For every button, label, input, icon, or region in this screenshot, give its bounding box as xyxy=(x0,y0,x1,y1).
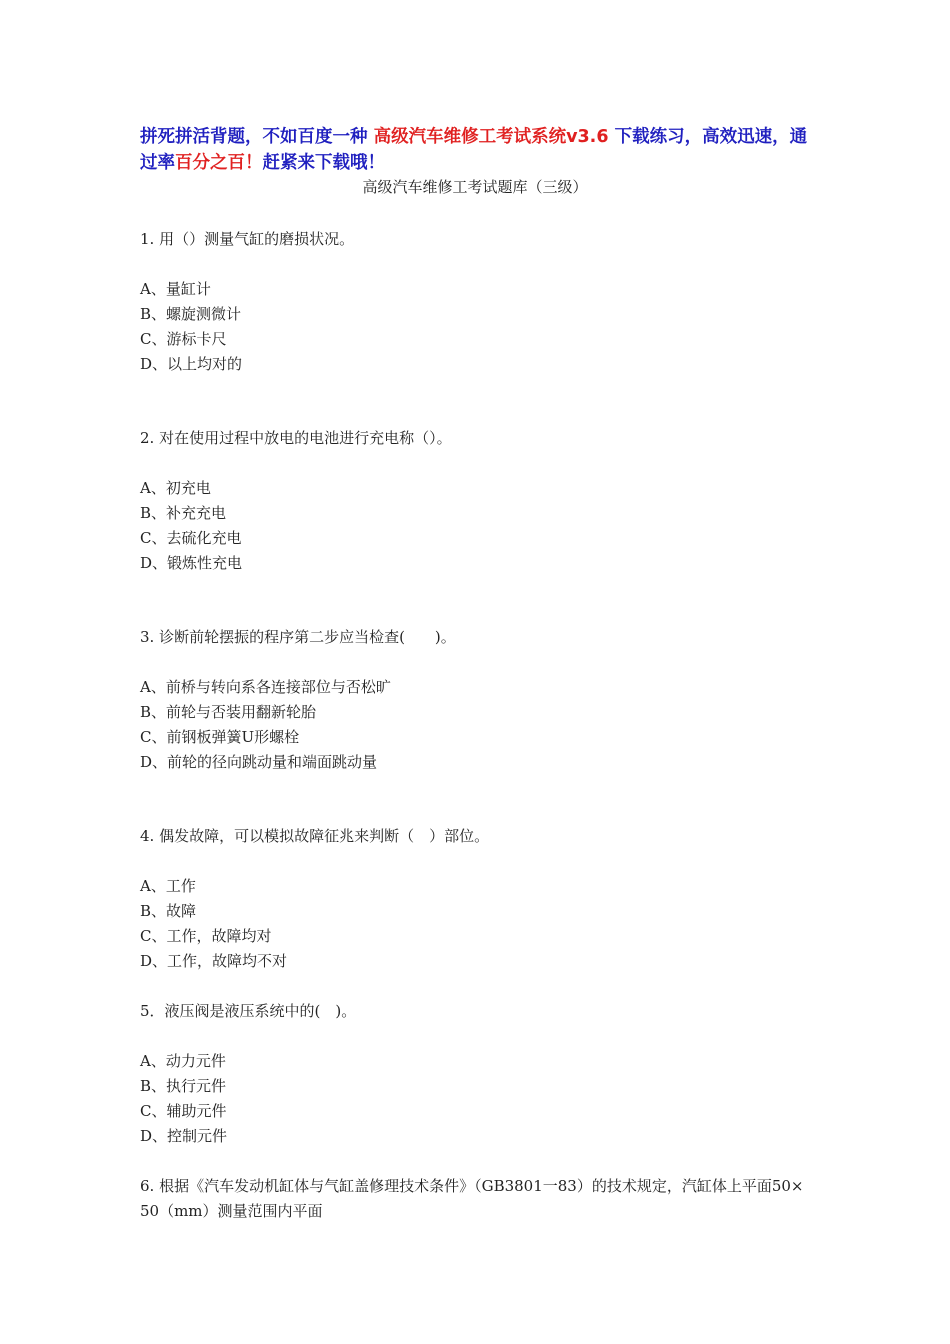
question-list xyxy=(140,227,820,1224)
promo-text-highlight: 百分之百！ xyxy=(175,153,263,173)
option-b: B、故障 xyxy=(140,902,197,920)
question-text: 6. 根据《汽车发动机缸体与气缸盖修理技术条件》（GB3801一83）的技术规定，汽缸体上平面50× 50（mm）测量范围内平面 xyxy=(140,1177,804,1220)
promo-link-product[interactable]: 高级汽车维修工考试系统v3.6 xyxy=(373,127,609,147)
option-a: A、量缸计 xyxy=(140,280,211,298)
question-text: 5．液压阀是液压系统中的( )。 xyxy=(140,1002,357,1020)
promo-banner xyxy=(140,124,820,176)
question-text: 1. 用（）测量气缸的磨损状况。 xyxy=(140,230,355,248)
question-3 xyxy=(140,625,820,775)
question-text: 4. 偶发故障，可以模拟故障征兆来判断（ ）部位。 xyxy=(140,827,490,845)
option-c: C、前钢板弹簧U形螺栓 xyxy=(140,728,300,746)
option-a: A、动力元件 xyxy=(140,1052,226,1070)
option-b: B、螺旋测微计 xyxy=(140,305,242,323)
option-d: D、以上均对的 xyxy=(140,355,243,373)
option-a: A、初充电 xyxy=(140,479,211,497)
promo-text-3: 赶紧来下载哦！ xyxy=(262,153,385,173)
option-d: D、控制元件 xyxy=(140,1127,228,1145)
option-d: D、前轮的径向跳动量和端面跳动量 xyxy=(140,753,378,771)
promo-text-1: 拼死拼活背题，不如百度一种 xyxy=(140,127,368,147)
option-b: B、前轮与否装用翻新轮胎 xyxy=(140,703,317,721)
option-c: C、辅助元件 xyxy=(140,1102,227,1120)
option-d: D、工作，故障均不对 xyxy=(140,952,288,970)
question-4 xyxy=(140,824,820,974)
option-b: B、补充充电 xyxy=(140,504,227,522)
option-c: C、游标卡尺 xyxy=(140,330,227,348)
question-5 xyxy=(140,999,820,1149)
question-6 xyxy=(140,1174,820,1224)
option-d: D、锻炼性充电 xyxy=(140,554,243,572)
option-c: C、工作，故障均对 xyxy=(140,927,272,945)
option-a: A、工作 xyxy=(140,877,196,895)
option-b: B、执行元件 xyxy=(140,1077,227,1095)
option-c: C、去硫化充电 xyxy=(140,529,242,547)
question-text: 3. 诊断前轮摆振的程序第二步应当检查( )。 xyxy=(140,628,456,646)
document-title: 高级汽车维修工考试题库（三级） xyxy=(362,178,588,196)
promo-text-2: 下载练习，高效迅速，通过率 xyxy=(140,127,808,173)
option-a: A、前桥与转向系各连接部位与否松旷 xyxy=(140,678,391,696)
question-1 xyxy=(140,227,820,377)
question-2 xyxy=(140,426,820,576)
question-text: 2. 对在使用过程中放电的电池进行充电称（）。 xyxy=(140,429,452,447)
